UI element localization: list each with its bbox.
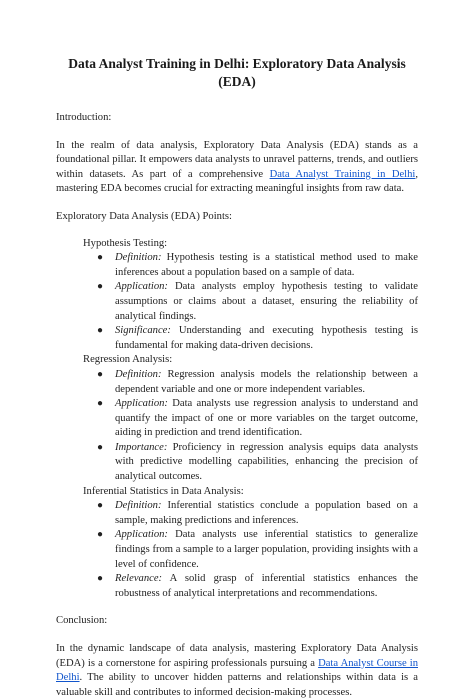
intro-text-after: , mastering EDA becomes crucial for extracting meaningful insights from raw data. xyxy=(56,168,419,195)
conclusion-heading: Conclusion: xyxy=(56,615,108,627)
section xyxy=(56,353,418,484)
conclusion-text-after: . The ability to uncover hidden patterns and relationships within data is a valuable skill and contributes to informed decision-making processes. xyxy=(56,672,418,698)
section-title: Inferential Statistics in Data Analysis: xyxy=(83,485,244,497)
item-text: Hypothesis testing is a statistical method used to make inferences about a population based on a sample of data. xyxy=(115,252,418,278)
item-text: Data analysts use regression analysis to understand and quantify the impact of one or more variables on the target outcome, aiding in prediction and trend identification. xyxy=(115,398,418,439)
item-text: Data analysts employ hypothesis testing to validate assumptions or claims about a dataset, ensuring the reliability of analytical findings. xyxy=(115,281,418,322)
list-item xyxy=(83,251,418,280)
bullet-icon: ● xyxy=(97,398,104,410)
item-term: Application: xyxy=(115,529,168,541)
section xyxy=(56,485,418,602)
item-term: Importance: xyxy=(115,441,168,453)
intro-heading: Introduction: xyxy=(56,112,112,123)
item-text: A solid grasp of inferential statistics enhances the robustness of analytical interpretations and recommendations. xyxy=(115,573,418,599)
points-heading: Exploratory Data Analysis (EDA) Points: xyxy=(56,210,232,222)
list-item xyxy=(83,499,418,528)
list-item xyxy=(83,572,418,601)
item-term: Significance: xyxy=(115,325,171,337)
bullet-list xyxy=(83,499,418,601)
section-title: Regression Analysis: xyxy=(83,354,173,366)
list-item xyxy=(83,368,418,397)
bullet-icon: ● xyxy=(97,529,104,541)
item-text: Inferential statistics conclude a population based on a sample, making predictions and inferences. xyxy=(115,500,418,526)
points-sections xyxy=(56,237,418,602)
training-link[interactable]: Data Analyst Training in Delhi xyxy=(269,168,416,180)
bullet-list xyxy=(83,368,418,485)
list-item xyxy=(83,280,418,324)
bullet-icon: ● xyxy=(97,368,104,380)
list-item xyxy=(83,397,418,441)
item-term: Definition: xyxy=(115,368,162,380)
item-term: Application: xyxy=(115,398,168,410)
bullet-list xyxy=(83,251,418,353)
bullet-icon: ● xyxy=(97,325,104,337)
section xyxy=(56,237,418,354)
item-term: Relevance: xyxy=(115,573,163,585)
document-title: Data Analyst Training in Delhi: Exploratory Data Analysis (EDA) xyxy=(68,56,406,89)
item-term: Application: xyxy=(115,281,168,293)
intro-paragraph xyxy=(56,139,418,197)
course-link[interactable]: Data Analyst Course in Delhi xyxy=(56,657,418,684)
list-item xyxy=(83,441,418,485)
bullet-icon: ● xyxy=(97,281,104,293)
bullet-icon: ● xyxy=(97,252,104,264)
section-title: Hypothesis Testing: xyxy=(83,237,168,249)
bullet-icon: ● xyxy=(97,441,104,453)
item-text: Regression analysis models the relationship between a dependent variable and one or more independent variables. xyxy=(115,368,418,395)
conclusion-text-before: In the dynamic landscape of data analysis, mastering Exploratory Data Analysis (EDA) is a cornerstone for aspiring professionals pursuing a xyxy=(56,643,418,669)
list-item xyxy=(83,528,418,572)
item-text: Understanding and executing hypothesis testing is fundamental for making data-driven decisions. xyxy=(115,325,418,351)
item-term: Definition: xyxy=(115,500,162,512)
item-term: Definition: xyxy=(115,252,162,264)
bullet-icon: ● xyxy=(97,573,104,585)
item-text: Proficiency in regression analysis equips data analysts with predictive modelling capabilities, enhancing the precision of analytical outcomes. xyxy=(115,441,418,483)
list-item xyxy=(83,324,418,353)
intro-text-before: In the realm of data analysis, Exploratory Data Analysis (EDA) stands as a foundational pillar. It empowers data analysts to unravel patterns, trends, and outliers within datasets. As part of a comprehensive xyxy=(56,139,418,180)
conclusion-paragraph xyxy=(56,642,418,700)
item-text: Data analysts use inferential statistics to generalize findings from a sample to a larger population, providing insights with a level of confidence. xyxy=(115,529,418,570)
bullet-icon: ● xyxy=(97,500,104,512)
